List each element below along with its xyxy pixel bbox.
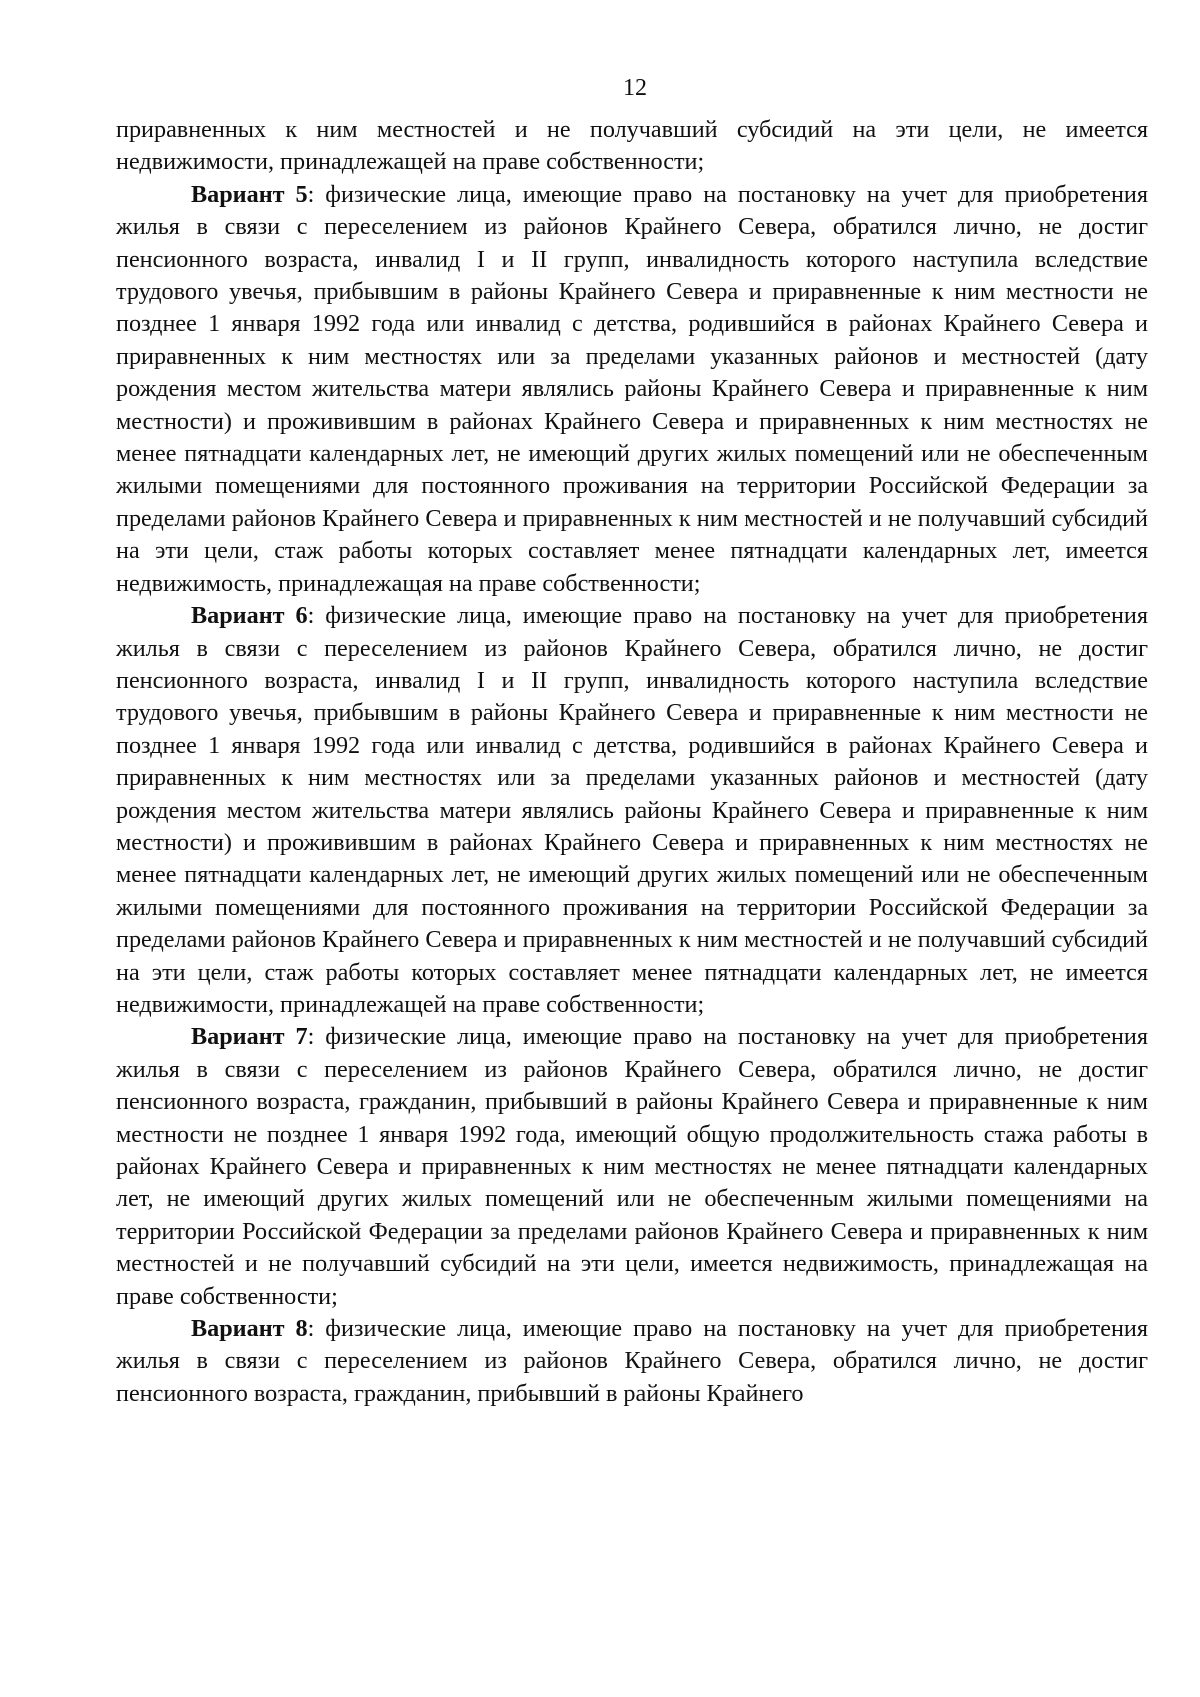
paragraph-text: приравненных к ним местностей и не получавший субсидий на эти цели, не имеется недвижимости, принадлежащей на праве собственности;: [116, 116, 1148, 176]
paragraph-variant-7: [116, 1021, 1148, 1313]
document-body: [116, 114, 1148, 1410]
variant-label: Вариант 5: [191, 180, 308, 208]
paragraph-text: : физические лица, имеющие право на постановку на учет для приобретения жилья в связи с переселением из районов Крайнего Севера, обратился лично, не достиг пенсионного возраста, гражданин, прибывший в районы Крайнего Севера и приравненные к ним местности не позднее 1 января 1992 года, имеющий общую продолжительность стажа работы в районах Крайнего Севера и приравненных к ним местностях не менее пятнадцати календарных лет, не имеющий других жилых помещений или не обеспеченным жилыми помещениями на территории Российской Федерации за пределами районов Крайнего Севера и приравненных к ним местностей и не получавший субсидий на эти цели, имеется недвижимость, принадлежащая на праве собственности;: [116, 1023, 1149, 1310]
paragraph-text: : физические лица, имеющие право на постановку на учет для приобретения жилья в связи с переселением из районов Крайнего Севера, обратился лично, не достиг пенсионного возраста, инвалид I и II групп, инвалидность которого наступила вследствие трудового увечья, прибывшим в районы Крайнего Севера и приравненные к ним местности не позднее 1 января 1992 года или инвалид с детства, родившийся в районах Крайнего Севера и приравненных к ним местностях или за пределами указанных районов и местностей (дату рождения местом жительства матери являлись районы Крайнего Севера и приравненные к ним местности) и проживившим в районах Крайнего Севера и приравненных к ним местностях не менее пятнадцати календарных лет, не имеющий других жилых помещений или не обеспеченным жилыми помещениями для постоянного проживания на территории Российской Федерации за пределами районов Крайнего Севера и приравненных к ним местностей и не получавший субсидий на эти цели, стаж работы которых составляет менее пятнадцати календарных лет, не имеется недвижимости, принадлежащей на праве собственности;: [116, 602, 1149, 1018]
variant-label: Вариант 6: [191, 602, 308, 630]
paragraph-variant-8: [116, 1313, 1148, 1410]
paragraph-continuation: [116, 114, 1148, 179]
paragraph-variant-6: [116, 600, 1148, 1021]
paragraph-text: : физические лица, имеющие право на постановку на учет для приобретения жилья в связи с переселением из районов Крайнего Севера, обратился лично, не достиг пенсионного возраста, инвалид I и II групп, инвалидность которого наступила вследствие трудового увечья, прибывшим в районы Крайнего Севера и приравненные к ним местности не позднее 1 января 1992 года или инвалид с детства, родившийся в районах Крайнего Севера и приравненных к ним местностях или за пределами указанных районов и местностей (дату рождения местом жительства матери являлись районы Крайнего Севера и приравненные к ним местности) и проживившим в районах Крайнего Севера и приравненных к ним местностях не менее пятнадцати календарных лет, не имеющий других жилых помещений или не обеспеченным жилыми помещениями для постоянного проживания на территории Российской Федерации за пределами районов Крайнего Севера и приравненных к ним местностей и не получавший субсидий на эти цели, стаж работы которых составляет менее пятнадцати календарных лет, имеется недвижимость, принадлежащая на праве собственности;: [116, 180, 1149, 597]
page-number: 12: [623, 75, 647, 101]
variant-label: Вариант 8: [191, 1315, 308, 1343]
variant-label: Вариант 7: [191, 1023, 308, 1051]
paragraph-variant-5: [116, 179, 1148, 600]
paragraph-text: : физические лица, имеющие право на постановку на учет для приобретения жилья в связи с переселением из районов Крайнего Севера, обратился лично, не достиг пенсионного возраста, гражданин, прибывший в районы Крайнего: [116, 1315, 1149, 1407]
